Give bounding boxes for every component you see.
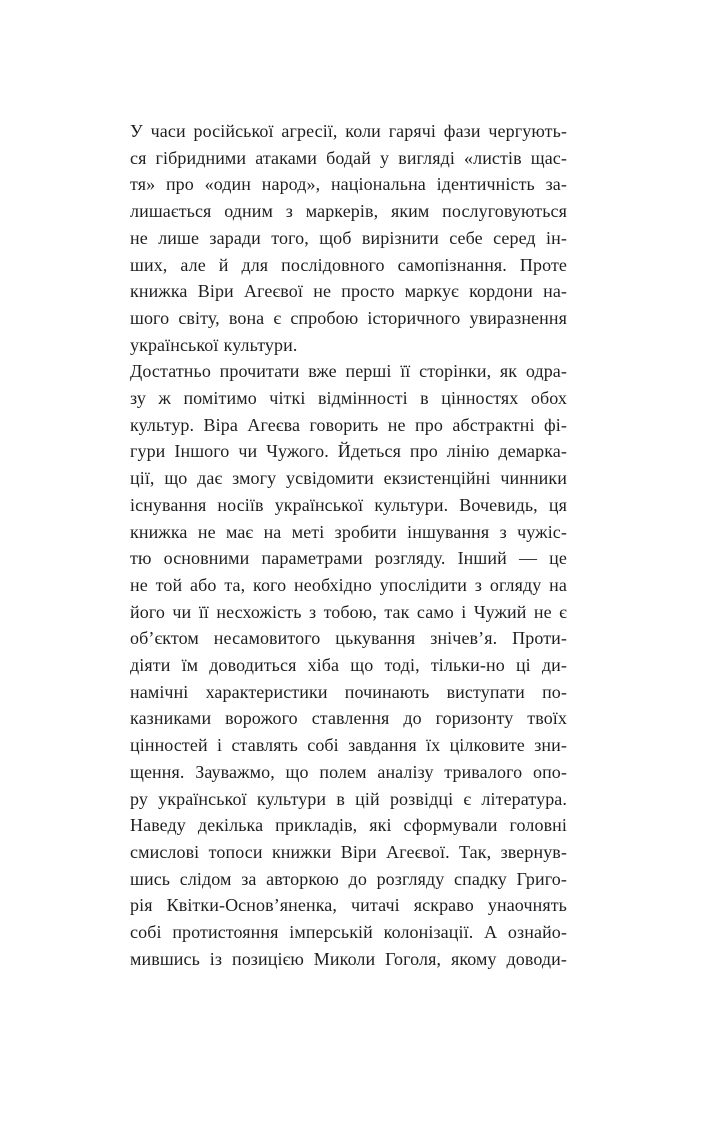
- text-line: Достатньо прочитати вже перші її сторінки, як одра-: [130, 361, 567, 382]
- text-line: шого світу, вона є спробою історичного увиразнення: [130, 307, 567, 328]
- text-line: лишається одним з маркерів, яким послуговуються: [130, 201, 567, 222]
- text-line: цінностей і ставлять собі завдання їх цілковите зни-: [130, 735, 567, 756]
- text-line: Наведу декілька прикладів, які сформували головні: [130, 815, 567, 836]
- paragraph-1: [130, 118, 567, 358]
- text-line: не лише заради того, щоб вирізнити себе серед ін-: [130, 227, 567, 248]
- text-line: ру української культури в цій розвідці є література.: [130, 788, 567, 809]
- text-line: ших, але й для послідовного самопізнання. Проте: [130, 254, 567, 275]
- text-line: собі протистояння імперській колонізації. А ознайо-: [130, 922, 567, 943]
- text-line: тю основними параметрами розгляду. Інший — це: [130, 548, 567, 569]
- text-line: об’єктом несамовитого цькування знічев’я. Проти-: [130, 628, 567, 649]
- text-line: діяти їм доводиться хіба що тоді, тільки-но ці ди-: [130, 655, 567, 676]
- text-line: ції, що дає змогу усвідомити екзистенційні чинники: [130, 468, 567, 489]
- text-line: тя» про «один народ», національна ідентичність за-: [130, 174, 567, 195]
- text-block: [130, 118, 567, 973]
- text-line: шись слідом за авторкою до розгляду спадку Григо-: [130, 868, 567, 889]
- text-line: гури Іншого чи Чужого. Йдеться про лінію демарка-: [130, 441, 567, 462]
- paragraph-2: [130, 358, 567, 972]
- text-line: книжка Віри Агеєвої не просто маркує кордони на-: [130, 281, 567, 302]
- text-line: намічні характеристики починають виступати по-: [130, 681, 567, 702]
- text-line: української культури.: [130, 334, 298, 355]
- text-line: казниками ворожого ставлення до горизонту твоїх: [130, 708, 567, 729]
- text-line: У часи російської агресії, коли гарячі фази чергують-: [130, 121, 567, 141]
- text-line: книжка не має на меті зробити іншування з чужіс-: [130, 521, 567, 542]
- text-line: смислові топоси книжки Віри Агеєвої. Так, звернув-: [130, 841, 567, 862]
- text-line: ся гібридними атаками бодай у вигляді «листів щас-: [130, 147, 567, 168]
- text-line: щення. Зауважмо, що полем аналізу тривалого опо-: [130, 761, 567, 782]
- text-line: мившись із позицією Миколи Гоголя, якому доводи-: [130, 948, 567, 969]
- text-line: рія Квітки-Основ’яненка, читачі яскраво унаочнять: [130, 895, 567, 916]
- text-line: існування носіїв української культури. Вочевидь, ця: [130, 494, 567, 515]
- text-line: не той або та, кого необхідно упослідити з огляду на: [130, 574, 567, 595]
- text-line: культур. Віра Агеєва говорить не про абстрактні фі-: [130, 414, 567, 435]
- text-line: його чи її несхожість з тобою, так само і Чужий не є: [130, 601, 567, 622]
- text-line: зу ж помітимо чіткі відмінності в цінностях обох: [130, 388, 567, 409]
